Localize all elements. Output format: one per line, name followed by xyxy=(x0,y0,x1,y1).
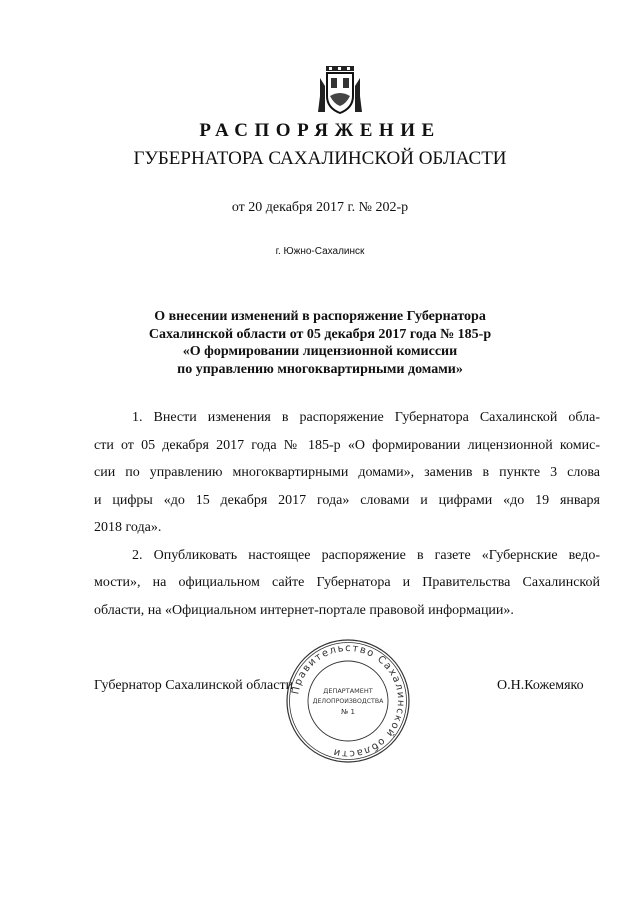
paragraph-2-line: области, на «Официальном интернет-портале правовой информации». xyxy=(94,602,514,618)
title-line: «О формировании лицензионной комиссии xyxy=(182,344,458,359)
document-type-heading: РАСПОРЯЖЕНИЕ xyxy=(199,120,441,141)
seal-center-line: ДЕПАРТАМЕНТ xyxy=(323,687,373,695)
paragraph-1-line: сии по управлению многоквартирными домами», заменив в пункте 3 слова xyxy=(94,465,600,480)
paragraph-2-line: 2. Опубликовать настоящее распоряжение в газете «Губернские ведо- xyxy=(132,547,600,563)
document-body xyxy=(94,404,600,624)
official-seal-stamp xyxy=(284,637,412,765)
title-line: по управлению многоквартирными домами» xyxy=(177,361,463,377)
seal-center-line: № 1 xyxy=(341,708,355,716)
paragraph-1-line: и цифры «до 15 декабря 2017 года» словами и цифрами «до 19 января xyxy=(94,492,600,508)
paragraph-1-line: 2018 года». xyxy=(94,520,162,535)
signatory-name: О.Н.Кожемяко xyxy=(497,678,584,693)
issuer-heading: ГУБЕРНАТОРА САХАЛИНСКОЙ ОБЛАСТИ xyxy=(133,148,507,169)
seal-ring-text: Правительство Сахалинской области xyxy=(290,642,407,760)
paragraph-2-line: мости», на официальном сайте Губернатора и Правительства Сахалинской xyxy=(94,575,600,590)
paragraph-1-line: сти от 05 декабря 2017 года № 185-р «О формировании лицензионной комис- xyxy=(94,437,600,453)
paragraph-1-line: 1. Внести изменения в распоряжение Губернатора Сахалинской обла- xyxy=(132,410,600,425)
coat-of-arms-emblem xyxy=(316,66,364,116)
signatory-position: Губернатор Сахалинской области xyxy=(94,678,294,693)
seal-center-line: ДЕЛОПРОИЗВОДСТВА xyxy=(312,698,384,705)
issue-city: г. Южно-Сахалинск xyxy=(275,246,365,257)
document-date-number: от 20 декабря 2017 г. № 202-р xyxy=(231,200,409,215)
title-line: О внесении изменений в распоряжение Губернатора xyxy=(154,309,486,324)
title-line: Сахалинской области от 05 декабря 2017 года № 185-р xyxy=(148,326,492,342)
document-title xyxy=(0,308,640,378)
